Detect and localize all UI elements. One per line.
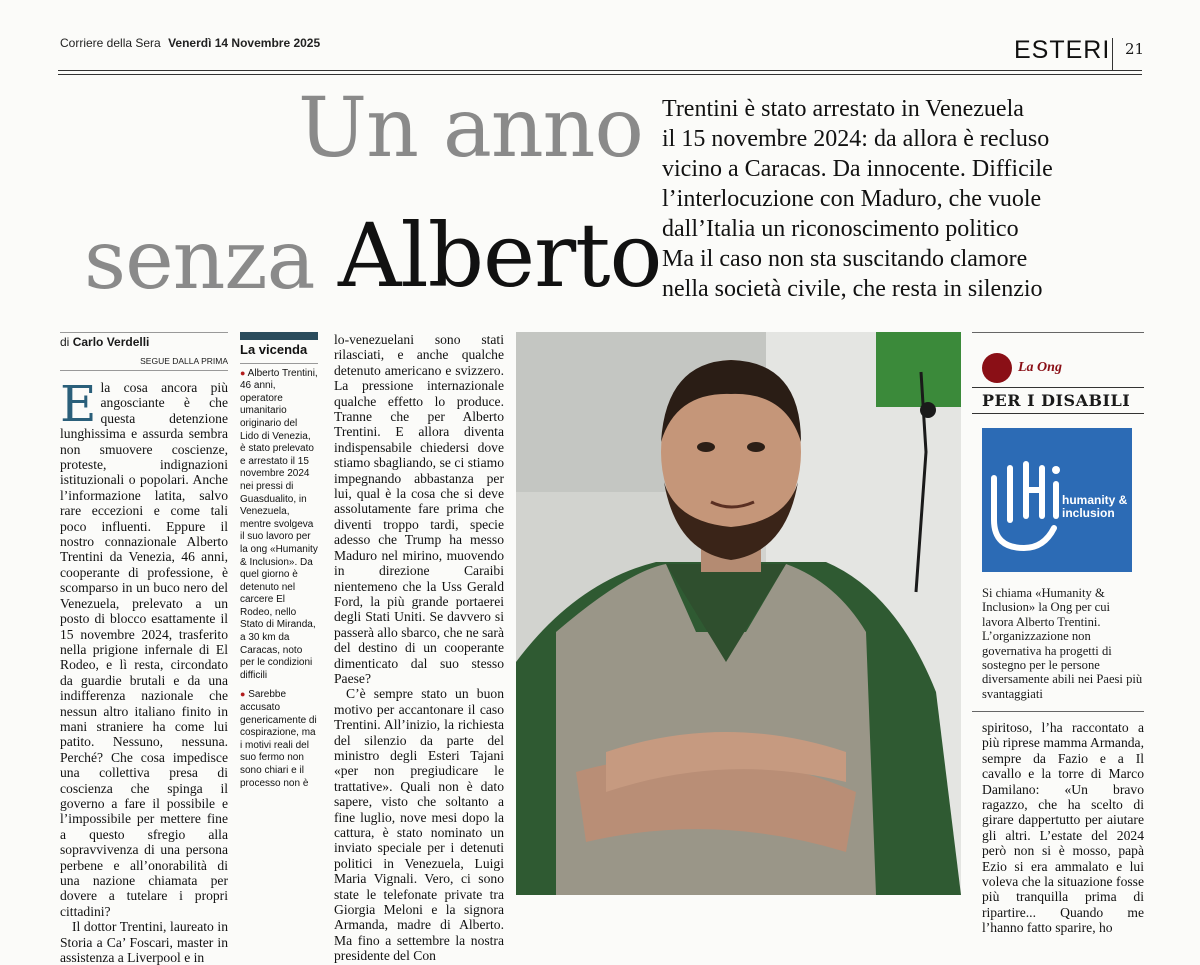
ong-header — [972, 332, 1144, 383]
headline-line-2-black: Alberto — [338, 204, 662, 307]
deck-line: vicino a Caracas. Da innocente. Difficile — [662, 156, 1053, 182]
red-dot-icon — [982, 353, 1012, 383]
byline-prefix: di — [60, 335, 70, 349]
paragraph: la cosa ancora più angosciante è che questa detenzione lunghissima e assurda sembra non smuovere coscienze, proteste, indignazioni istituzionali o popolari. Anche l’informazione latita, salvo rare eccezioni e come tali poco influenti. Eppure il nostro connazionale Alberto Trentini da Venezia, 46 anni, cooperante di professione, è scomparso in un buco nero del Venezuela, prelevato a un posto di blocco esattamente il 15 novembre 2024, trasferito nella prigione infernale di El Rodeo, e lì resta, circondato da guardie brutali e da una indifferenza nazionale che nessun altro italiano finito in mani straniere ha come lui patito. Nessuno, nessuna. Perché? Che cosa impedisce una collettiva presa di coscienza che spinga il governo a fare il possibile e l’impossibile per mettere fine a questo sfregio alla sopravvivenza di una persona perbene e all’onorabilità di una nazione chiamata per dovere a tutelare i propri cittadini? — [60, 380, 228, 919]
sidebar-bar — [240, 332, 318, 340]
header-rule — [58, 70, 1142, 71]
deck-line: Trentini è stato arrestato in Venezuela — [662, 96, 1024, 122]
sidebar-la-vicenda — [240, 332, 318, 887]
paragraph: lo-venezuelani sono stati rilasciati, e anche qualche detenuto americano e svizzero. La pressione internazionale qualche effetto lo produce. Tranne che per Alberto Trentini. E allora diventa indispensabile chiedersi dove stiamo sbagliando, se ci stiamo impegnando abbastanza per lui, qual è la cosa che si deve assolutamente fare prima che diventi troppo tardi, specie adesso che Trump ha messo Maduro nel mirino, muovendo in direzione Caraibi nientemeno che la Uss Gerald Ford, la più grande portaerei degli Stati Uniti. Se davvero si passerà allo sbarco, che ne sarà del destino di un cooperante dimenticato dal suo stesso Paese? — [334, 332, 504, 686]
deck-line: dall’Italia un riconoscimento politico — [662, 216, 1019, 242]
header-rule-second — [58, 74, 1142, 75]
sidebar-la-ong — [972, 332, 1144, 712]
logo-text: humanity & inclusion — [1062, 493, 1128, 520]
humanity-inclusion-logo — [982, 428, 1132, 572]
continued-from-front: SEGUE DALLA PRIMA — [60, 356, 228, 371]
ong-description: Si chiama «Humanity & Inclusion» la Ong per cui lavora Alberto Trentini. L’organizzazione non governativa ha progetti di sostegno per le persone diversamente abili nei Paesi più svantaggiati — [982, 586, 1143, 701]
ong-label: La Ong — [1018, 360, 1062, 375]
paragraph: spiritoso, l’ha raccontato a più riprese mamma Armanda, sempre da Fazio e a Il cavallo e la torre di Marco Damilano: «Un bravo ragazzo, che ha scelto di girare dappertutto per aiutare gli altri. L’estate del 2024 però non si è mosso, papà Ezio si era ammalato e lui voleva che la situazione fosse più tranquilla prima di ripartire... Quando me l’hanno fatto sparire, ho — [982, 720, 1144, 936]
sidebar-item: Sarebbe accusato genericamente di cospirazione, ma i motivi reali del suo fermo non sono chiari e il processo non è — [240, 689, 317, 789]
paragraph: Il dottor Trentini, laureato in Storia a Ca’ Foscari, master in assistenza a Liverpool e in — [60, 919, 228, 965]
issue-date: Venerdì 14 Novembre 2025 — [168, 36, 321, 50]
deck-line: l’interlocuzione con Maduro, che vuole — [662, 186, 1042, 212]
bullet-icon: ● — [240, 689, 246, 700]
sidebar-title: La vicenda — [240, 344, 318, 364]
section-name: ESTERI — [1014, 36, 1111, 64]
portrait-illustration — [516, 332, 961, 895]
page-number: 21 — [1125, 40, 1145, 58]
paragraph: C’è sempre stato un buon motivo per accantonare il caso Trentini. All’inizio, la richiesta del silenzio da parte del ministro degli Esteri Tajani «per non pregiudicare le trattative». Quali non è dato sapere, visto che soltanto a fine luglio, nove mesi dopo la cattura, è stato nominato un inviato speciale per i detenuti politici in Venezuela, Luigi Maria Vignali. Vero, ci sono state le telefonate private tra Giorgia Meloni e la signora Armanda, madre di Alberto. Ma fino a settembre la nostra presidente del Con — [334, 686, 504, 964]
paper-name: Corriere della Sera — [60, 36, 161, 50]
section-divider — [1112, 38, 1113, 70]
byline — [60, 332, 228, 349]
headline-line-1: Un anno — [298, 81, 643, 176]
sidebar-end-rule — [972, 711, 1144, 712]
headline-line-2-grey: senza — [84, 213, 315, 308]
bullet-icon: ● — [240, 367, 246, 378]
drop-cap: E — [60, 375, 97, 433]
deck-line: il 15 novembre 2024: da allora è recluso — [662, 126, 1050, 152]
deck-summary — [662, 94, 1162, 304]
article-column-3 — [334, 332, 504, 964]
ong-title: PER I DISABILI — [972, 387, 1144, 414]
byline-author: Carlo Verdelli — [72, 335, 150, 349]
article-column-4 — [982, 720, 1144, 936]
deck-line: Ma il caso non sta suscitando clamore — [662, 246, 1028, 272]
sidebar-item: Alberto Trentini, 46 anni, operatore umanitario originario del Lido di Venezia, è stato prelevato e arrestato il 15 novembre 2024 nei pressi di Guasdualito, in Venezuela, mentre svolgeva il suo lavoro per la ong «Humanity & Inclusion». Da quel giorno è detenuto nel carcere El Rodeo, nello Stato di Miranda, a 30 km da Caracas, noto per le condizioni difficili — [240, 367, 318, 681]
portrait-photo — [516, 332, 961, 895]
article-column-1 — [60, 375, 228, 965]
deck-line: nella società civile, che resta in silenzio — [662, 276, 1043, 302]
masthead — [60, 36, 320, 50]
